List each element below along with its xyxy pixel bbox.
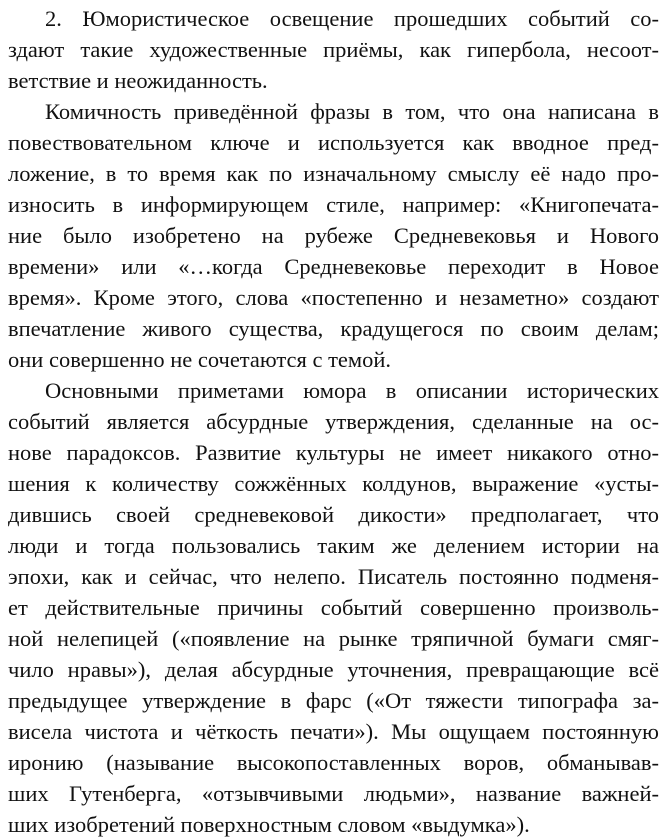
text-line-26: ших Гутенберга, «отзывчивыми людьми», название важней- <box>8 781 659 806</box>
text-line-9: времени» или «…когда Средневековье переходит в Новое <box>8 254 659 279</box>
text-line-6: ложение, в то время как по изначальному смыслу её надо про- <box>8 161 659 186</box>
text-line-13: Основными приметами юмора в описании исторических <box>45 378 659 403</box>
text-line-3: ветствие и неожиданность. <box>8 68 268 93</box>
text-line-4: Комичность приведённой фразы в том, что она написана в <box>45 99 659 124</box>
text-line-23: предыдущее утверждение в фарс («От тяжести типографа за- <box>8 688 659 713</box>
text-line-20: ет действительные причины событий совершенно произволь- <box>8 595 659 620</box>
text-line-17: дившись своей средневековой дикости» предполагает, что <box>8 502 659 527</box>
text-line-8: ние было изобретено на рубеже Средневековья и Нового <box>8 223 659 248</box>
text-line-19: эпохи, как и сейчас, что нелепо. Писатель постоянно подменя- <box>8 564 659 589</box>
text-line-12: они совершенно не сочетаются с темой. <box>8 347 392 372</box>
text-line-27: ших изобретений поверхностным словом «выдумка»). <box>8 812 530 837</box>
text-line-11: впечатление живого существа, крадущегося по своим делам; <box>8 316 659 341</box>
text-line-14: событий является абсурдные утверждения, сделанные на ос- <box>8 409 659 434</box>
text-line-1: 2. Юмористическое освещение прошедших событий со- <box>45 6 659 31</box>
text-line-18: люди и тогда пользовались таким же делением истории на <box>8 533 659 558</box>
text-line-16: шения к количеству сожжённых колдунов, выражение «усты- <box>8 471 659 496</box>
text-line-21: ной нелепицей («появление на рынке тряпичной бумаги смяг- <box>8 626 659 651</box>
text-line-5: повествовательном ключе и используется как вводное пред- <box>8 130 659 155</box>
text-line-25: иронию (называние высокопоставленных воров, обманывав- <box>8 750 659 775</box>
text-line-15: нове парадоксов. Развитие культуры не имеет никакого отно- <box>8 440 659 465</box>
text-line-10: время». Кроме этого, слова «постепенно и незаметно» создают <box>8 285 659 310</box>
text-line-7: износить в информирующем стиле, например: «Книгопечата- <box>8 192 659 217</box>
text-line-2: здают такие художественные приёмы, как гипербола, несоот- <box>8 37 659 62</box>
text-line-24: висела чистота и чёткость печати»). Мы ощущаем постоянную <box>8 719 659 744</box>
text-line-22: чило нравы»), делая абсурдные уточнения, превращающие всё <box>8 657 659 682</box>
